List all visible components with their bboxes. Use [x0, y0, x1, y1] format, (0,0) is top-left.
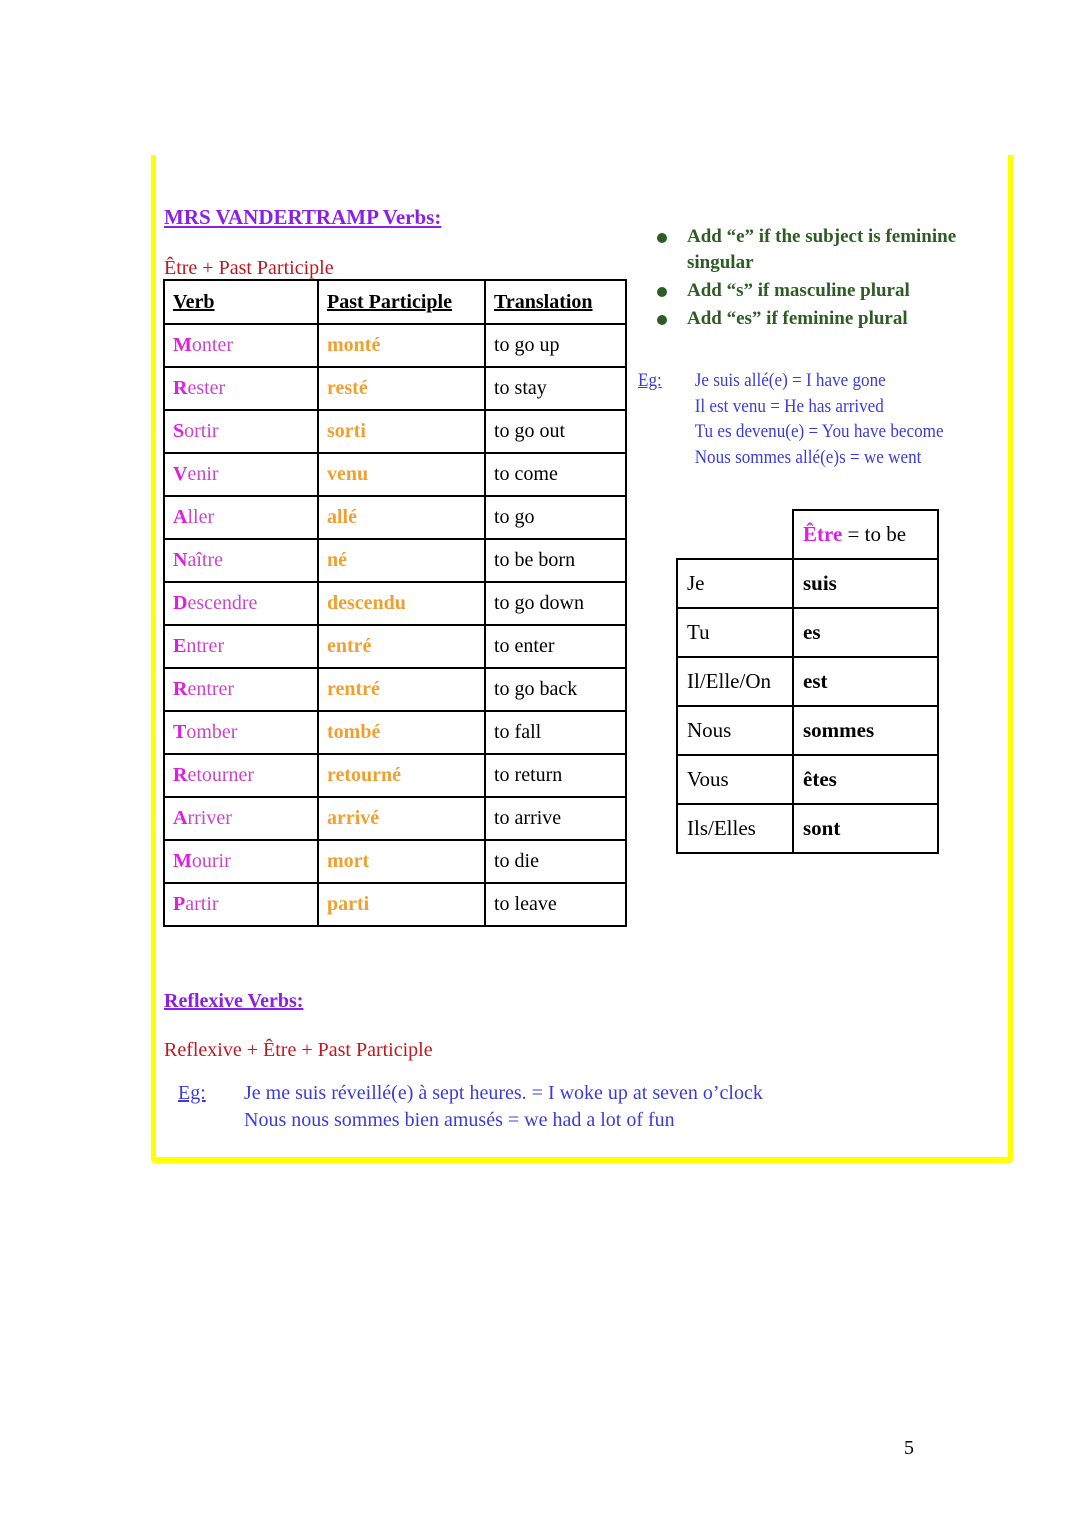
table-header-row: [677, 510, 938, 559]
verb-cell: [164, 539, 318, 582]
verb-initial: T: [173, 721, 187, 743]
etre-header-cell: Être = to be: [793, 510, 938, 559]
table-row: [164, 711, 626, 754]
verb-cell: [164, 582, 318, 625]
past-participle-cell: resté: [318, 367, 485, 410]
etre-conjugation-table: [676, 509, 939, 854]
verb-rest: ester: [187, 377, 226, 399]
past-participle-cell: venu: [318, 453, 485, 496]
etre-word: Être: [803, 522, 843, 546]
conjugation-cell: êtes: [793, 755, 938, 804]
conjugation-cell: suis: [793, 559, 938, 608]
pronoun-cell: Tu: [677, 608, 793, 657]
list-item: Add “s” if masculine plural: [654, 278, 994, 304]
past-participle-cell: monté: [318, 324, 485, 367]
table-row: [164, 883, 626, 926]
table-row: [164, 410, 626, 453]
table-row: [164, 625, 626, 668]
verb-cell: [164, 840, 318, 883]
list-item: Add “e” if the subject is feminine singular: [654, 224, 994, 276]
translation-cell: to enter: [485, 625, 626, 668]
translation-cell: to be born: [485, 539, 626, 582]
table-row: [164, 797, 626, 840]
verb-initial: V: [173, 463, 188, 485]
example-line: Nous sommes allé(e)s = we went: [694, 446, 922, 468]
verb-initial: A: [173, 807, 188, 829]
past-participle-cell: arrivé: [318, 797, 485, 840]
table-row: [677, 657, 938, 706]
table-row: [164, 453, 626, 496]
section-title-reflexive-verbs: Reflexive Verbs:: [164, 990, 304, 1012]
translation-cell: to fall: [485, 711, 626, 754]
page-number: 5: [904, 1437, 914, 1459]
table-row: [164, 840, 626, 883]
example-line: Tu es devenu(e) = You have become: [694, 421, 944, 442]
table-row: [677, 559, 938, 608]
table-row: [677, 706, 938, 755]
column-header-past-participle: Past Participle: [318, 280, 485, 324]
bullet-icon: [657, 233, 667, 243]
formula-etre-past-participle: Être + Past Participle: [164, 257, 334, 279]
verb-cell: [164, 496, 318, 539]
verb-initial: N: [173, 549, 188, 571]
verb-rest: rriver: [187, 807, 232, 829]
past-participle-cell: entré: [318, 625, 485, 668]
mrs-vandertramp-table: [163, 279, 627, 927]
translation-cell: to return: [485, 754, 626, 797]
agreement-rules-list: [654, 224, 994, 334]
verb-rest: etourner: [187, 764, 255, 786]
table-row: [677, 755, 938, 804]
verb-initial: M: [173, 850, 192, 872]
table-row: [164, 582, 626, 625]
verb-rest: onter: [191, 334, 233, 356]
column-header-translation: Translation: [485, 280, 626, 324]
past-participle-cell: né: [318, 539, 485, 582]
table-row: [677, 608, 938, 657]
verb-initial: R: [173, 377, 188, 399]
example-line: Je suis allé(e) = I have gone: [694, 370, 886, 391]
translation-cell: to go down: [485, 582, 626, 625]
table-row: [164, 668, 626, 711]
verb-initial: S: [173, 420, 185, 442]
verb-initial: R: [173, 764, 188, 786]
verb-cell: [164, 754, 318, 797]
verb-initial: A: [173, 506, 188, 528]
pronoun-cell: Ils/Elles: [677, 804, 793, 853]
verb-cell: [164, 324, 318, 367]
verb-rest: entrer: [187, 678, 235, 700]
verb-rest: escendre: [187, 592, 258, 614]
verb-rest: ortir: [184, 420, 219, 442]
verb-initial: D: [173, 592, 188, 614]
table-row: [677, 804, 938, 853]
translation-cell: to stay: [485, 367, 626, 410]
bullet-icon: [657, 315, 667, 325]
translation-cell: to come: [485, 453, 626, 496]
past-participle-cell: tombé: [318, 711, 485, 754]
conjugation-cell: est: [793, 657, 938, 706]
example-line: Il est venu = He has arrived: [694, 395, 884, 417]
verb-rest: artir: [185, 893, 219, 915]
conjugation-cell: es: [793, 608, 938, 657]
verb-cell: [164, 711, 318, 754]
verb-initial: R: [173, 678, 188, 700]
table-row: [164, 539, 626, 582]
translation-cell: to arrive: [485, 797, 626, 840]
past-participle-cell: allé: [318, 496, 485, 539]
translation-cell: to go: [485, 496, 626, 539]
table-row: [164, 496, 626, 539]
pronoun-cell: Vous: [677, 755, 793, 804]
formula-reflexive: Reflexive + Être + Past Participle: [164, 1039, 433, 1061]
translation-cell: to go up: [485, 324, 626, 367]
bullet-icon: [657, 287, 667, 297]
verb-rest: enir: [187, 463, 219, 485]
verb-rest: ller: [187, 506, 215, 528]
past-participle-cell: rentré: [318, 668, 485, 711]
verb-rest: ntrer: [186, 635, 225, 657]
table-row: [164, 754, 626, 797]
conjugation-cell: sont: [793, 804, 938, 853]
table-header-row: [164, 280, 626, 324]
empty-cell: [677, 510, 793, 559]
table-row: [164, 324, 626, 367]
translation-cell: to die: [485, 840, 626, 883]
translation-cell: to leave: [485, 883, 626, 926]
verb-cell: [164, 453, 318, 496]
verb-initial: E: [173, 635, 187, 657]
section-title-mrs-vandertramp: MRS VANDERTRAMP Verbs:: [164, 205, 442, 229]
reflexive-examples: [178, 1080, 763, 1134]
translation-cell: to go out: [485, 410, 626, 453]
past-participle-cell: parti: [318, 883, 485, 926]
verb-cell: [164, 797, 318, 840]
past-participle-cell: mort: [318, 840, 485, 883]
translation-cell: to go back: [485, 668, 626, 711]
table-row: [164, 367, 626, 410]
verb-initial: M: [173, 334, 192, 356]
pronoun-cell: Je: [677, 559, 793, 608]
column-header-verb: Verb: [164, 280, 318, 324]
conjugation-cell: sommes: [793, 706, 938, 755]
past-participle-cell: descendu: [318, 582, 485, 625]
example-line: Je me suis réveillé(e) à sept heures. = I woke up at seven o’clock: [244, 1082, 763, 1104]
verb-rest: ourir: [191, 850, 231, 872]
example-label: Eg:: [638, 370, 662, 391]
verb-cell: [164, 668, 318, 711]
verb-cell: [164, 410, 318, 453]
etre-examples: [638, 368, 944, 470]
example-line: Nous nous sommes bien amusés = we had a lot of fun: [244, 1109, 675, 1131]
verb-cell: [164, 625, 318, 668]
verb-rest: omber: [186, 721, 238, 743]
pronoun-cell: Nous: [677, 706, 793, 755]
verb-rest: aître: [187, 549, 223, 571]
past-participle-cell: sorti: [318, 410, 485, 453]
verb-initial: P: [173, 893, 186, 915]
past-participle-cell: retourné: [318, 754, 485, 797]
pronoun-cell: Il/Elle/On: [677, 657, 793, 706]
verb-cell: [164, 367, 318, 410]
verb-cell: [164, 883, 318, 926]
example-label: Eg:: [178, 1082, 206, 1104]
list-item: Add “es” if feminine plural: [654, 306, 994, 332]
